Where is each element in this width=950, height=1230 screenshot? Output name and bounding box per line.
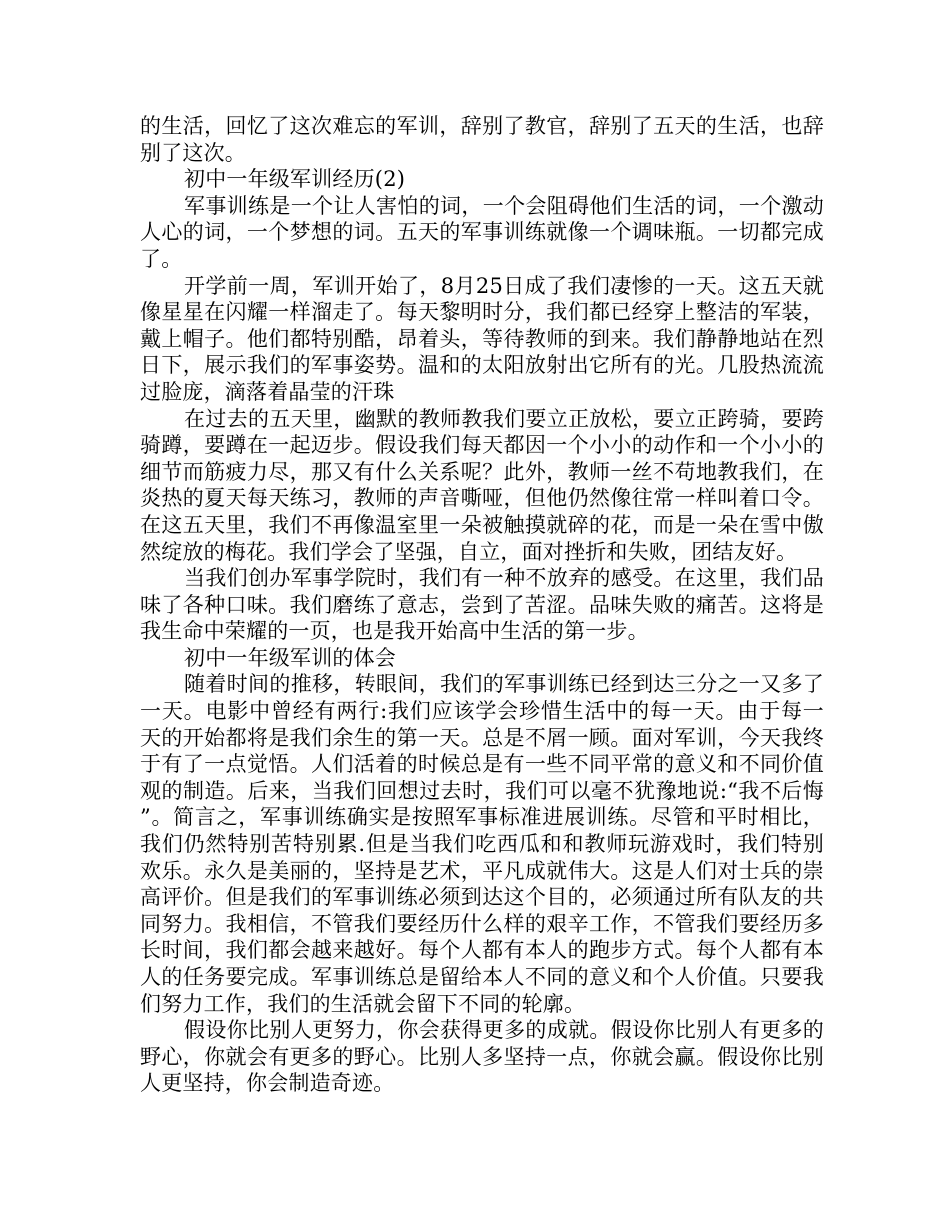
paragraph: 随着时间的推移，转眼间，我们的军事训练已经到达三分之一又多了一天。电影中曾经有两行:我们应该学会珍惜生活中的每一天。由于每一天的开始都将是我们余生的第一天。总是不屑一顾。面对军训，今天我终于有了一点觉悟。人们活着的时候总是有一些不同平常的意义和不同价值观的制造。后来，当我们回想过去时，我们可以毫不犹豫地说:“我不后悔”。简言之，军事训练确实是按照军事标准进展训练。尽管和平时相比，我们仍然特别苦特别累.但是当我们吃西瓜和和教师玩游戏时，我们特别欢乐。永久是美丽的，坚持是艺术，平凡成就伟大。这是人们对士兵的崇高评价。但是我们的军事训练必须到达这个目的，必须通过所有队友的共同努力。我相信，不管我们要经历什么样的艰辛工作，不管我们要经历多长时间，我们都会越来越好。每个人都有本人的跑步方式。每个人都有本人的任务要完成。军事训练总是留给本人不同的意义和个人价值。只要我们努力工作，我们的生活就会留下不同的轮廓。	[140, 672, 824, 1016]
paragraph: 开学前一周，军训开始了，8月25日成了我们凄惨的一天。这五天就像星星在闪耀一样溜走了。每天黎明时分，我们都已经穿上整洁的军装，戴上帽子。他们都特别酷，昂着头，等待教师的到来。我们静静地站在烈日下，展示我们的军事姿势。温和的太阳放射出它所有的光。几股热流流过脸庞，滴落着晶莹的汗珠	[140, 273, 824, 404]
document-body	[140, 113, 824, 1097]
section-heading-2: 初中一年级军训的体会	[184, 645, 396, 670]
section-heading-1: 初中一年级军训经历(2)	[184, 167, 406, 192]
paragraph: 当我们创办军事学院时，我们有一种不放弃的感受。在这里，我们品味了各种口味。我们磨练了意志，尝到了苦涩。品味失败的痛苦。这将是我生命中荣耀的一页，也是我开始高中生活的第一步。	[140, 566, 824, 644]
paragraph-continuation: 的生活，回忆了这次难忘的军训，辞别了教官，辞别了五天的生活，也辞别了这次。	[140, 114, 824, 165]
paragraph: 假设你比别人更努力，你会获得更多的成就。假设你比别人有更多的野心，你就会有更多的野心。比别人多坚持一点，你就会赢。假设你比别人更坚持，你会制造奇迹。	[140, 1018, 824, 1096]
paragraph: 在过去的五天里，幽默的教师教我们要立正放松，要立正跨骑，要跨骑蹲，要蹲在一起迈步。假设我们每天都因一个小小的动作和一个小小的细节而筋疲力尽，那又有什么关系呢？此外，教师一丝不苟地教我们，在炎热的夏天每天练习，教师的声音嘶哑，但他仍然像往常一样叫着口令。在这五天里，我们不再像温室里一朵被触摸就碎的花，而是一朵在雪中傲然绽放的梅花。我们学会了坚强，自立，面对挫折和失败，团结友好。	[140, 406, 824, 564]
paragraph: 军事训练是一个让人害怕的词，一个会阻碍他们生活的词，一个激动人心的词，一个梦想的词。五天的军事训练就像一个调味瓶。一切都完成了。	[140, 193, 824, 271]
